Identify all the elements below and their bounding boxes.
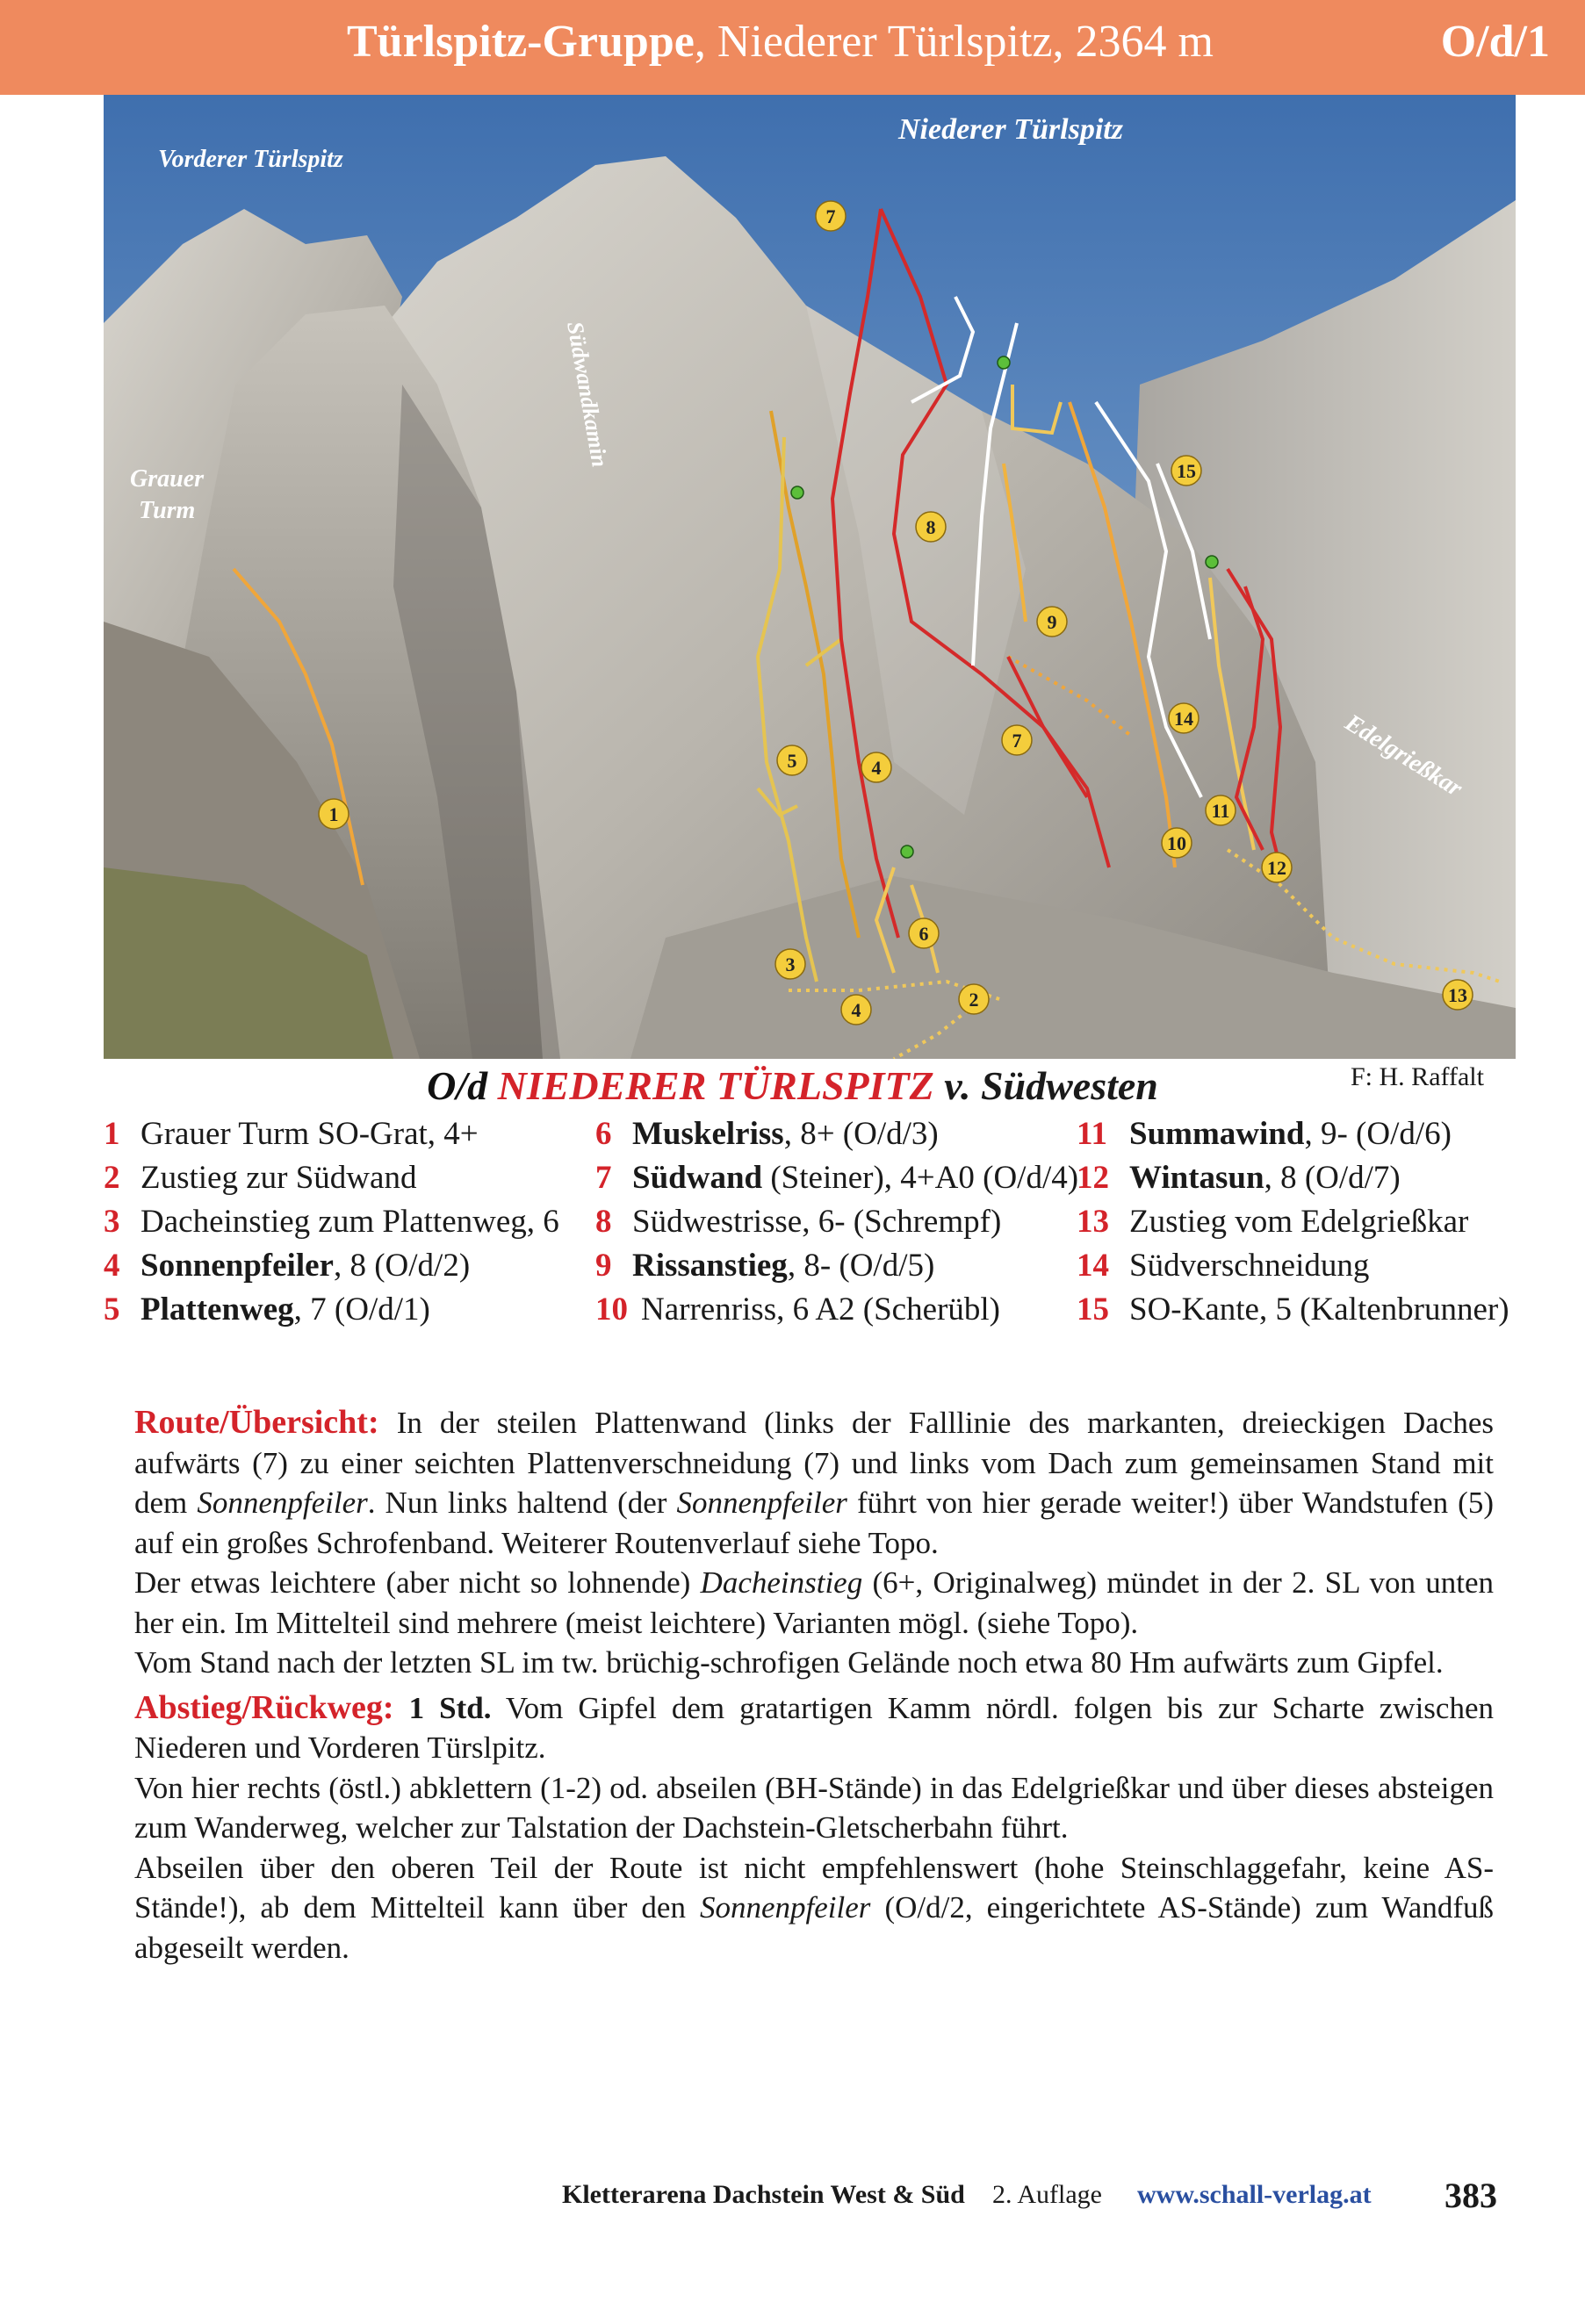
route-badge: [861, 752, 891, 782]
svg-text:6: 6: [919, 923, 929, 945]
page-footer: [0, 2173, 1585, 2217]
route-badge: [959, 984, 989, 1014]
svg-text:9: 9: [1047, 611, 1057, 633]
label-vorderer: Vorderer Türlspitz: [158, 146, 343, 173]
legend-item: 3 Dacheinstieg zum Plattenweg, 6: [104, 1204, 559, 1240]
route-badge: [319, 799, 349, 829]
svg-text:12: 12: [1267, 857, 1286, 879]
header-title: Türlspitz-Gruppe, Niederer Türlspitz, 2364 m: [347, 17, 1214, 67]
legend-item: 14 Südverschneidung: [1077, 1248, 1370, 1284]
route-badge: [909, 918, 939, 948]
legend-col-3: [1077, 1115, 1509, 1335]
legend-col-1: [104, 1115, 559, 1335]
route-badge: [1162, 828, 1192, 858]
svg-text:14: 14: [1174, 708, 1193, 730]
route-badge: [777, 745, 807, 775]
route-badge: [1002, 725, 1032, 755]
route-overview-paragraph: Route/Übersicht: In der steilen Plattenwand (links der Falllinie des markanten, dreieckigen Daches aufwärts (7) zu einer seichten Plattenverschneidung (7) und links vom Dach zum gemeinsamen Stand mit dem Sonnenpfeiler. Nun links haltend (der Sonnenpfeiler führt von hier gerade weiter!) über Wandstufen (5) auf ein großes Schrofenband. Weiterer Routenverlauf siehe Topo.: [134, 1404, 1494, 1560]
header-route-code: O/d/1: [1440, 17, 1550, 67]
svg-text:2: 2: [969, 989, 979, 1011]
mountain-topo-image: [104, 95, 1516, 1059]
label-grauer-2: Turm: [139, 497, 196, 524]
svg-text:10: 10: [1167, 832, 1186, 854]
publisher-website-link[interactable]: www.schall-verlag.at: [1137, 2180, 1372, 2209]
legend-item: 2 Zustieg zur Südwand: [104, 1160, 417, 1196]
route-badge: [816, 201, 846, 231]
legend-item: 8 Südwestrisse, 6- (Schrempf): [595, 1204, 1002, 1240]
legend-col-2: [595, 1115, 1078, 1335]
svg-text:13: 13: [1448, 984, 1467, 1006]
summit-paragraph: Vom Stand nach der letzten SL im tw. brüchig-schrofigen Gelände noch etwa 80 Hm aufwärts zum Gipfel.: [134, 1645, 1444, 1680]
page-number: 383: [1445, 2176, 1497, 2215]
label-grauer-1: Grauer: [130, 465, 205, 493]
legend-item: 13 Zustieg vom Edelgrießkar: [1077, 1204, 1469, 1240]
route-badge: [1169, 703, 1199, 733]
label-suedwandkamin: Südwandkamin: [562, 320, 613, 470]
edition: 2. Auflage: [992, 2180, 1102, 2209]
route-badge: [1171, 456, 1201, 486]
label-edelgriesskar: Edelgrießkar: [1340, 709, 1467, 802]
legend-item: 9 Rissanstieg, 8- (O/d/5): [595, 1248, 935, 1284]
photo-credit: F: H. Raffalt: [1351, 1062, 1484, 1091]
legend-item: 4 Sonnenpfeiler, 8 (O/d/2): [104, 1248, 471, 1284]
svg-text:3: 3: [785, 953, 796, 975]
route-badge: [1206, 795, 1236, 825]
legend-item: 6 Muskelriss, 8+ (O/d/3): [595, 1116, 939, 1152]
page-header: [0, 0, 1585, 95]
legend-item: 7 Südwand (Steiner), 4+A0 (O/d/4): [595, 1160, 1079, 1196]
legend-item: 11 Summawind, 9- (O/d/6): [1077, 1116, 1452, 1152]
svg-text:11: 11: [1211, 800, 1230, 822]
legend-item: 15 SO-Kante, 5 (Kaltenbrunner): [1077, 1292, 1509, 1327]
topo-photo: [104, 95, 1516, 1059]
legend-item: 10 Narrenriss, 6 A2 (Scherübl): [595, 1292, 1000, 1327]
descent-paragraph: Abstieg/Rückweg: 1 Std. Vom Gipfel dem gratartigen Kamm nördl. folgen bis zur Scharte zwischen Niederen und Vorderen Türslpitz.: [134, 1688, 1494, 1765]
route-description: [134, 1403, 1494, 1968]
legend-item: 1 Grauer Turm SO-Grat, 4+: [104, 1116, 479, 1152]
svg-text:5: 5: [787, 750, 797, 772]
route-badge: [916, 512, 946, 542]
abseil-paragraph: Abseilen über den oberen Teil der Route ist nicht empfehlenswert (hohe Steinschlaggefahr, keine AS-Stände!), ab dem Mittelteil kann über den Sonnenpfeiler (O/d/2, eingerichtete AS-Stände) zum Wandfuß abgeseilt werden.: [134, 1850, 1494, 1965]
legend-item: 5 Plattenweg, 7 (O/d/1): [104, 1292, 430, 1327]
svg-text:4: 4: [871, 757, 882, 779]
svg-text:1: 1: [328, 803, 339, 825]
book-title: Kletterarena Dachstein West & Süd: [562, 2180, 965, 2209]
legend-item: 12 Wintasun, 8 (O/d/7): [1077, 1160, 1401, 1196]
route-badge: [1037, 607, 1067, 637]
svg-text:4: 4: [851, 999, 861, 1021]
svg-text:7: 7: [1012, 730, 1022, 752]
label-niederer: Niederer Türlspitz: [898, 113, 1123, 146]
photo-caption: O/d NIEDERER TÜRLSPITZ v. Südwesten: [427, 1063, 1158, 1108]
route-badge: [1262, 853, 1292, 882]
svg-text:7: 7: [825, 205, 836, 227]
svg-text:8: 8: [926, 516, 936, 538]
dacheinstieg-paragraph: Der etwas leichtere (aber nicht so lohnende) Dacheinstieg (6+, Originalweg) mündet in der 2. SL von unten her ein. Im Mittelteil sind mehrere (meist leichtere) Varianten mögl. (siehe Topo).: [134, 1565, 1494, 1640]
route-badge: [841, 995, 871, 1025]
route-badge: [1443, 980, 1473, 1010]
route-badge: [775, 949, 805, 979]
svg-text:15: 15: [1177, 460, 1196, 482]
descent-detail-paragraph: Von hier rechts (östl.) abklettern (1-2) od. abseilen (BH-Stände) in das Edelgrießkar und über dieses absteigen zum Wanderweg, welcher zur Talstation der Dachstein-Gletscherbahn führt.: [134, 1770, 1494, 1845]
